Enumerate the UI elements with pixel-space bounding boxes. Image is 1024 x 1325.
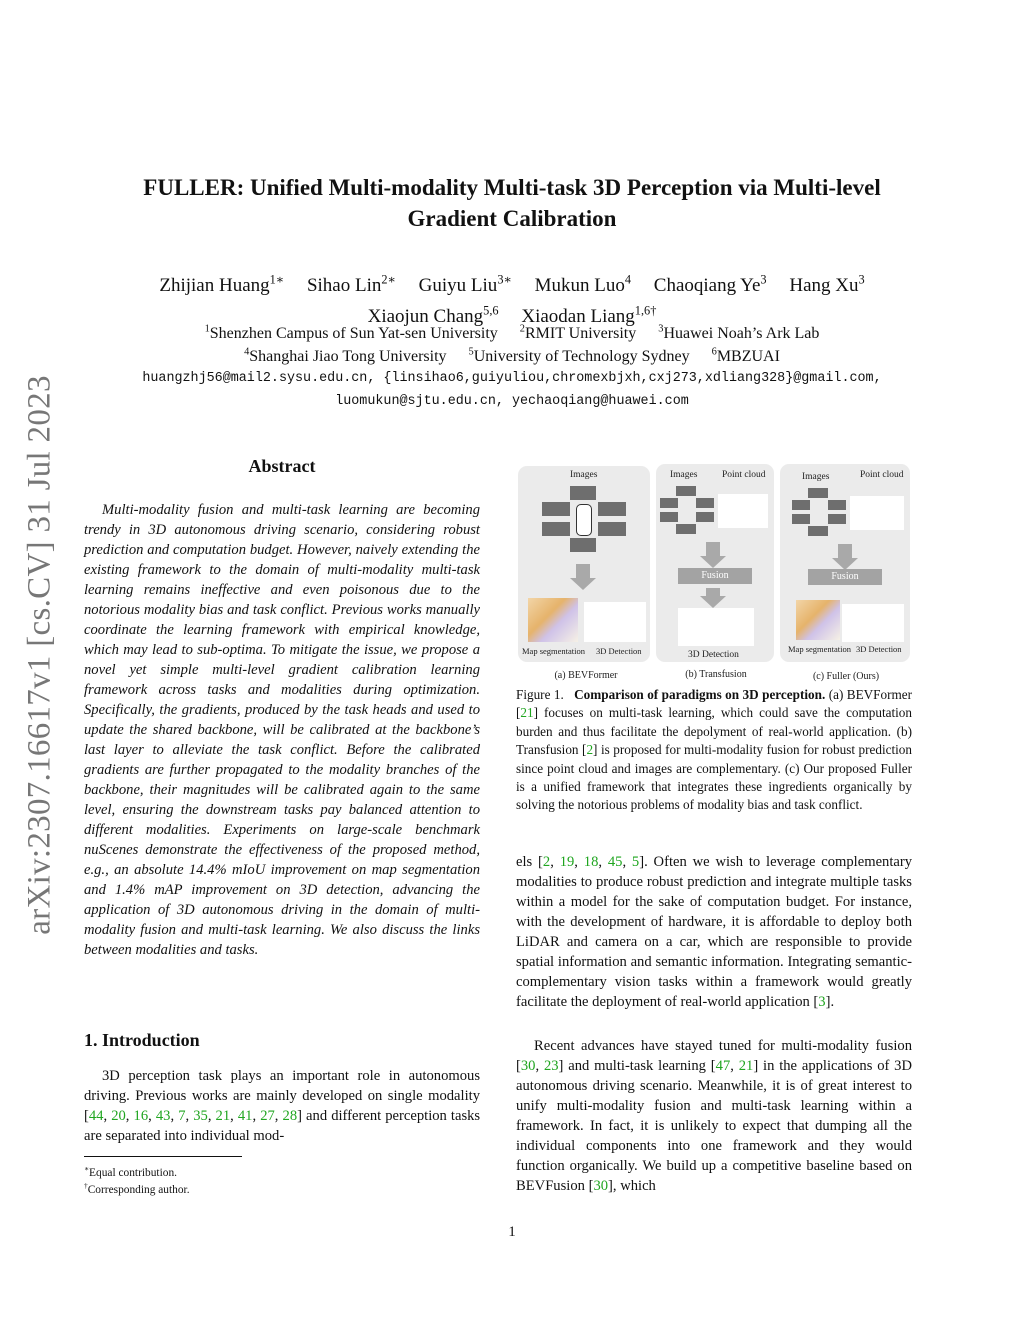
citation-link[interactable]: 21 — [520, 705, 534, 721]
map-segmentation-image — [796, 600, 840, 640]
abstract-heading: Abstract — [248, 456, 316, 476]
point-cloud-image — [850, 496, 904, 530]
figure-caption: Figure 1. Comparison of paradigms on 3D perception. (a) BEVFormer [21] focuses on multi-task learning, which could save the computation burden and thus facilitate the depolyment of real-world application. (b) Transfusion [2] is proposed for multi-modality fusion for robust prediction since point cloud and images are complementary. (c) Our proposed Fuller is a unified framework that integrates these ingredients organically by solving the notorious problems of modality bias and task conflict. — [516, 687, 912, 813]
camera-image — [598, 522, 626, 536]
camera-image — [660, 498, 678, 508]
arxiv-side-stamp — [12, 360, 68, 950]
title-line-2: Gradient Calibration — [407, 206, 617, 231]
camera-image — [792, 514, 810, 524]
citation-link[interactable]: 23 — [543, 1058, 559, 1074]
subcaption-c: (c) Fuller (Ours) — [812, 671, 880, 682]
camera-image — [792, 500, 810, 510]
affiliation: $^5$University of Technology Sydney — [468, 347, 690, 366]
citation-link[interactable]: 20 — [111, 1108, 126, 1124]
citation-link[interactable]: 27 — [260, 1108, 275, 1124]
fusion-block: Fusion — [678, 568, 752, 584]
subcaption-b: (b) Transfusion — [685, 669, 747, 680]
citation-link[interactable]: 30 — [520, 1058, 536, 1074]
citation-link[interactable]: 35 — [193, 1108, 208, 1124]
author: Sihao Lin$^{2∗}$ — [306, 273, 396, 297]
panel-c-det-label: 3D Detection — [856, 644, 902, 654]
intro-paragraph: 3D perception task plays an important role in autonomous driving. Previous works are mainly developed on single modality [44, 20, 16, 43, 7, 35, 21, 41, 27, 28] and different perception tasks are separated into individual mod- — [84, 1068, 481, 1144]
camera-image — [828, 514, 846, 524]
camera-image — [542, 522, 570, 536]
emails-line-1: huangzhj56@mail2.sysu.edu.cn, {linsihao6,guiyuliou,chromexbjxh,cxj273,xdliang328}@gmail.com, — [142, 371, 882, 386]
camera-image — [828, 500, 846, 510]
author: Zhijian Huang$^{1∗}$ — [159, 273, 285, 297]
camera-image — [570, 486, 596, 500]
citation-link[interactable]: 18 — [583, 854, 599, 870]
citation-link[interactable]: 41 — [237, 1108, 253, 1124]
footnote-corresponding: †Corresponding author. — [84, 1181, 190, 1196]
arrow-down-icon — [706, 542, 720, 556]
camera-image — [808, 488, 828, 498]
footnote-rule — [84, 1156, 242, 1157]
panel-c-images-label: Images — [802, 472, 830, 482]
citation-link[interactable]: 30 — [593, 1178, 609, 1194]
affiliation: $^3$Huawei Noah’s Ark Lab — [658, 324, 820, 343]
camera-image — [808, 526, 828, 536]
author: Xiaodan Liang$^{1,6\dagger}$ — [521, 303, 657, 327]
footnote-equal: ∗Equal contribution. — [84, 1164, 177, 1179]
citation-link[interactable]: 7 — [178, 1108, 186, 1124]
author: Guiyu Liu$^{3∗}$ — [418, 273, 512, 297]
panel-c-map-label: Map segmentation — [788, 644, 852, 654]
camera-image — [696, 512, 714, 522]
panel-b-pc-label: Point cloud — [722, 470, 766, 480]
camera-image — [570, 538, 596, 552]
panel-a-det-label: 3D Detection — [596, 646, 642, 656]
citation-link[interactable]: 16 — [133, 1108, 149, 1124]
intro-heading: 1. Introduction — [84, 1030, 200, 1050]
citation-link[interactable]: 2 — [586, 742, 594, 758]
panel-b-images-label: Images — [670, 470, 698, 480]
affiliations-row-2 — [80, 342, 944, 368]
citation-link[interactable]: 19 — [559, 854, 575, 870]
citation-link[interactable]: 2 — [542, 854, 551, 870]
car-icon — [576, 504, 592, 536]
panel-c-pc-label: Point cloud — [860, 470, 904, 480]
citation-link[interactable]: 43 — [155, 1108, 171, 1124]
right-paragraph-2: Recent advances have stayed tuned for multi-modality fusion [30, 23] and multi-task learning [47, 21] in the applications of 3D autonomous driving scenario. Meanwhile, it is of great interest to unify multi-modality fusion and multi-task learning within a framework. In fact, it is unlikely to expect that dumping all the individual components into one framework and they would function organically. We build up a competitive baseline based on BEVFusion [30], which — [516, 1038, 913, 1194]
panel-transfusion — [656, 464, 774, 662]
detection-image — [584, 602, 646, 642]
camera-image — [598, 502, 626, 516]
citation-link[interactable]: 45 — [607, 854, 623, 870]
detection-image — [842, 604, 904, 642]
author: Xiaojun Chang$^{5,6}$ — [367, 303, 499, 327]
panel-a-map-label: Map segmentation — [522, 646, 586, 656]
affiliation: $^4$Shanghai Jiao Tong University — [244, 347, 447, 366]
citation-link[interactable]: 28 — [282, 1108, 298, 1124]
citation-link[interactable]: 5 — [631, 854, 640, 870]
panel-a-images-label: Images — [570, 470, 598, 480]
arrow-head-icon — [570, 578, 596, 590]
fusion-block: Fusion — [808, 569, 882, 585]
author: Mukun Luo$^4$ — [534, 273, 632, 297]
arrow-down-icon — [706, 588, 720, 596]
detection-image — [678, 608, 754, 646]
citation-link[interactable]: 21 — [215, 1108, 231, 1124]
abstract-text: Multi-modality fusion and multi-task learning are becoming trendy in 3D autonomous driving scenario, considering robust prediction and computation budget. However, naively extending the existing framework to the domain of multi-modality multi-task learning remains ineffective and even poisonous due to the notorious modality bias and task conflict. Previous works manually coordinate the learning framework with empirical knowledge, which may lead to sub-optima. To mitigate the issue, we propose a novel yet simple multi-level gradient calibration learning framework across tasks and modalities during optimization. Specifically, the gradients, produced by the task heads and used to update the shared backbone, will be calibrated at the backbone’s last layer to alleviate the task conflict. Before the calibrated gradients are further propagated to the modality branches of the backbone, their magnitudes will be calibrated again to the same level, ensuring the downstream tasks pay balanced attention to different modalities. Experiments on large-scale benchmark nuScenes demonstrate the effectiveness of the proposed method, e.g., an absolute 14.4% mIoU improvement on map segmentation and 1.4% mAP improvement on 3D detection, advancing the application of 3D autonomous driving in the domain of multi-modality fusion and multi-task learning. We also discuss the links between modalities and tasks. — [84, 502, 480, 958]
panel-fuller — [780, 464, 910, 662]
affiliation: $^1$Shenzhen Campus of Sun Yat-sen University — [204, 324, 498, 343]
camera-image — [660, 512, 678, 522]
citation-link[interactable]: 21 — [738, 1058, 754, 1074]
author: Hang Xu$^3$ — [789, 273, 865, 297]
arrow-head-icon — [700, 556, 726, 568]
citation-link[interactable]: 44 — [88, 1108, 104, 1124]
point-cloud-image — [718, 494, 768, 528]
paper-title — [80, 172, 944, 234]
author: Chaoqiang Ye$^3$ — [653, 273, 767, 297]
camera-image — [676, 486, 696, 496]
affiliation: $^2$RMIT University — [519, 324, 637, 343]
page-number: 1 — [508, 1224, 516, 1240]
camera-image — [696, 498, 714, 508]
arrow-down-icon — [838, 544, 852, 558]
title-line-1: FULLER: Unified Multi-modality Multi-task 3D Perception via Multi-level — [143, 175, 881, 200]
figure-1 — [516, 460, 912, 684]
affiliation: $^6$MBZUAI — [711, 347, 780, 366]
arrow-head-icon — [700, 596, 726, 608]
emails-line-2: luomukun@sjtu.edu.cn, yechaoqiang@huawei.com — [335, 394, 689, 409]
arxiv-id: arXiv:2307.16617v1 [cs.CV] 31 Jul 2023 — [21, 375, 58, 935]
citation-link[interactable]: 3 — [818, 994, 826, 1010]
subcaption-a: (a) BEVFormer — [554, 670, 618, 681]
citation-link[interactable]: 47 — [715, 1058, 731, 1074]
right-paragraph-1: els [2, 19, 18, 45, 5]. Often we wish to leverage complementary modalities to produce robust prediction and integrate multiple tasks within a model for the sake of computation budget. For instance, with the development of hardware, it is affordable to deploy both LiDAR and camera on a car, which are responsible to provide spatial information and semantic information. Integrating semantic-complementary vision tasks within a framework would greatly facilitate the deployment of real-world application [3]. — [516, 854, 913, 1010]
map-segmentation-image — [528, 598, 578, 642]
camera-image — [542, 502, 570, 516]
panel-bevformer — [518, 466, 650, 662]
panel-b-det-label: 3D Detection — [688, 650, 739, 660]
arrow-down-icon — [576, 564, 590, 578]
camera-image — [676, 524, 696, 534]
